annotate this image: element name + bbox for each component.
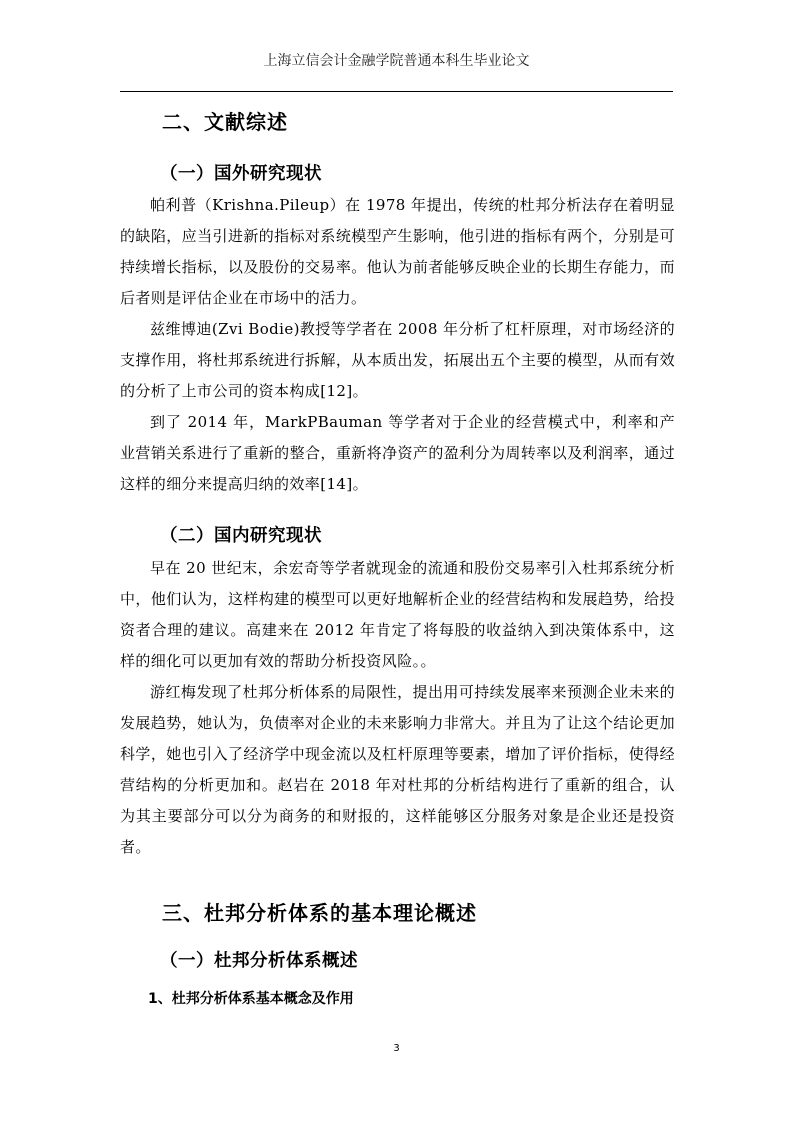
paragraph-palepu: 帕利普（Krishna.Pileup）在 1978 年提出，传统的杜邦分析法存在着明显的缺陷，应当引进新的指标对系统模型产生影响，他引进的指标有两个，分别是可持续增长指标，以及股份的交易率。他认为前者能够反映企业的长期生存能力，而后者则是评估企业在市场中的活力。 xyxy=(120,196,675,307)
item-heading-basic-concept: 1、杜邦分析体系基本概念及作用 xyxy=(148,991,354,1007)
page-number: 3 xyxy=(393,1043,400,1054)
paragraph-you-hongmei: 游红梅发现了杜邦分析体系的局限性，提出用可持续发展率来预测企业未来的发展趋势，她认为，负债率对企业的未来影响力非常大。并且为了让这个结论更加科学，她也引入了经济学中现金流以及杠杆原理等要素，增加了评价指标，使得经营结构的分析更加和。赵岩在 2018 年对杜邦的分析结构进行了重新的组合，认为其主要部分可以分为商务的和财报的，这样能够区分服务对象是企业还是投资者。 xyxy=(120,683,675,856)
paragraph-yu-hongqi: 早在 20 世纪末，余宏奇等学者就现金的流通和股份交易率引入杜邦系统分析中，他们认为，这样构建的模型可以更好地解析企业的经营结构和发展趋势，给投资者合理的建议。高建来在 2012 年肯定了将每股的收益纳入到决策体系中，这样的细化可以更加有效的帮助分析投资风险。。 xyxy=(120,559,675,670)
running-header: 上海立信会计金融学院普通本科生毕业论文 xyxy=(263,53,530,69)
section-heading-literature-review: 二、文献综述 xyxy=(162,110,288,134)
header-rule xyxy=(120,91,673,92)
section-heading-dupont-theory: 三、杜邦分析体系的基本理论概述 xyxy=(162,901,477,925)
paragraph-bauman: 到了 2014 年，MarkPBauman 等学者对于企业的经营模式中，利率和产业营销关系进行了重新的整合，重新将净资产的盈利分为周转率以及利润率，通过这样的细分来提高归纳的效率[14]。 xyxy=(120,413,675,493)
subsection-heading-foreign-research: （一）国外研究现状 xyxy=(160,164,322,184)
paragraph-bodie: 兹维博迪(Zvi Bodie)教授等学者在 2008 年分析了杠杆原理，对市场经济的支撑作用，将杜邦系统进行拆解，从本质出发，拓展出五个主要的模型，从而有效的分析了上市公司的资本构成[12]。 xyxy=(120,320,675,400)
subsection-heading-dupont-overview: （一）杜邦分析体系概述 xyxy=(160,951,358,971)
subsection-heading-domestic-research: （二）国内研究现状 xyxy=(160,526,322,546)
